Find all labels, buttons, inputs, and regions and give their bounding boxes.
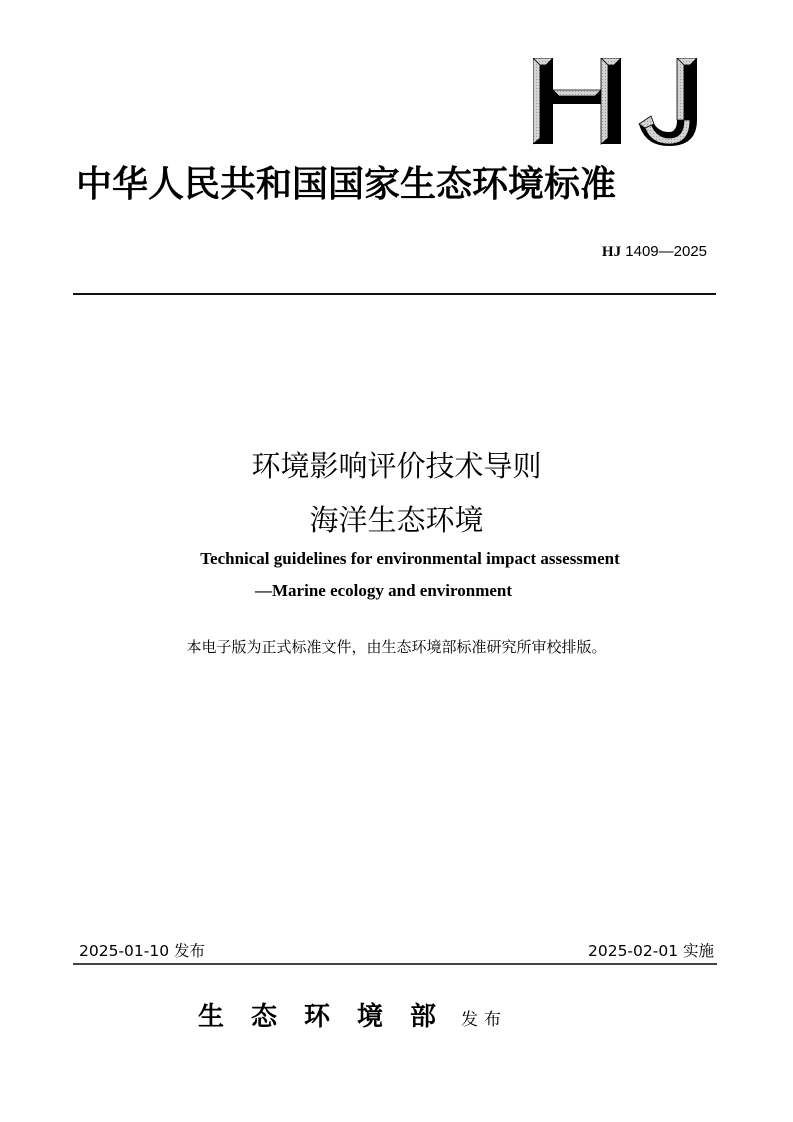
national-standard-title: 中华人民共和国国家生态环境标准 [76, 163, 617, 205]
top-divider [73, 293, 716, 295]
hj-logo [533, 58, 698, 146]
document-title-cn-line-1: 环境影响评价技术导则 [251, 449, 542, 483]
publisher-organization: 生态环境部 [198, 1002, 464, 1032]
publisher-suffix: 发布 [461, 1010, 508, 1030]
document-title-en-line-1: Technical guidelines for environmental impact assessment [200, 549, 620, 568]
effective-date: 2025-02-01 实施 [587, 942, 714, 960]
document-title-en-line-2: —Marine ecology and environment [255, 581, 513, 600]
standard-number [560, 242, 707, 262]
electronic-edition-notice: 本电子版为正式标准文件，由生态环境部标准研究所审校排版。 [186, 638, 607, 656]
issue-date: 2025-01-10 发布 [79, 942, 206, 960]
publisher [198, 1000, 507, 1037]
document-title-cn-line-2: 海洋生态环境 [309, 503, 484, 537]
hj-logo-icon [533, 58, 698, 146]
bottom-divider [73, 963, 717, 965]
standard-number-value: 1409—2025 [621, 243, 707, 260]
standard-number-prefix: HJ [601, 244, 622, 260]
